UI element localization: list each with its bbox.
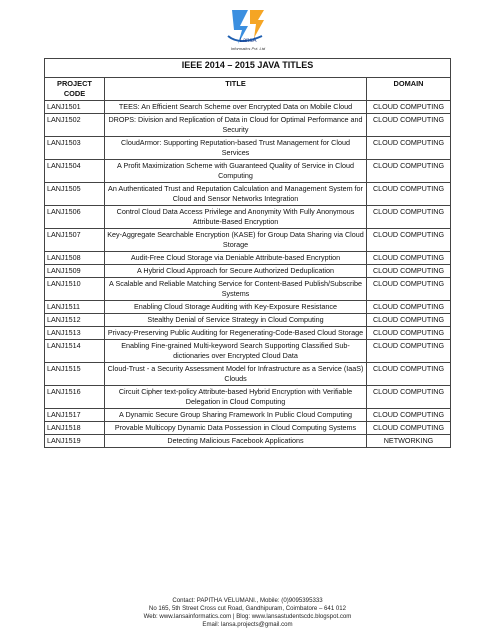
header-code-line2: CODE [63, 89, 86, 98]
domain-cell: CLOUD COMPUTING [367, 340, 451, 363]
table-row [45, 252, 451, 265]
table-row [45, 435, 451, 448]
title-cell: Circuit Cipher text-policy Attribute-based Hybrid Encryption with Verifiable Delegation in Cloud Computing [105, 386, 367, 409]
project-code-cell: LANJ1516 [45, 386, 105, 409]
title-cell: TEES: An Efficient Search Scheme over Encrypted Data on Mobile Cloud [105, 101, 367, 114]
header-project-code [45, 78, 105, 101]
project-code-cell: LANJ1502 [45, 114, 105, 137]
project-code-cell: LANJ1517 [45, 409, 105, 422]
table-row [45, 422, 451, 435]
project-code-cell: LANJ1512 [45, 314, 105, 327]
domain-cell: CLOUD COMPUTING [367, 409, 451, 422]
domain-cell: CLOUD COMPUTING [367, 252, 451, 265]
logo-name: LansA [239, 38, 257, 44]
logo-tagline: Informatics Pvt. Ltd [230, 46, 266, 51]
project-code-cell: LANJ1501 [45, 101, 105, 114]
title-cell: Stealthy Denial of Service Strategy in Cloud Computing [105, 314, 367, 327]
table-row [45, 363, 451, 386]
project-code-cell: LANJ1515 [45, 363, 105, 386]
titles-table [44, 58, 451, 448]
domain-cell: CLOUD COMPUTING [367, 301, 451, 314]
title-cell: A Scalable and Reliable Matching Service for Content-Based Publish/Subscribe Systems [105, 278, 367, 301]
domain-cell: CLOUD COMPUTING [367, 327, 451, 340]
project-code-cell: LANJ1519 [45, 435, 105, 448]
project-code-cell: LANJ1503 [45, 137, 105, 160]
title-cell: Audit-Free Cloud Storage via Deniable Attribute-based Encryption [105, 252, 367, 265]
project-code-cell: LANJ1509 [45, 265, 105, 278]
project-code-cell: LANJ1506 [45, 206, 105, 229]
title-cell: Cloud-Trust - a Security Assessment Model for Infrastructure as a Service (IaaS) Clouds [105, 363, 367, 386]
table-row [45, 206, 451, 229]
domain-cell: CLOUD COMPUTING [367, 160, 451, 183]
domain-cell: CLOUD COMPUTING [367, 114, 451, 137]
table-row [45, 160, 451, 183]
title-cell: Provable Multicopy Dynamic Data Possession in Cloud Computing Systems [105, 422, 367, 435]
title-cell: A Hybrid Cloud Approach for Secure Authorized Deduplication [105, 265, 367, 278]
domain-cell: CLOUD COMPUTING [367, 229, 451, 252]
title-cell: A Profit Maximization Scheme with Guaranteed Quality of Service in Cloud Computing [105, 160, 367, 183]
table-row [45, 278, 451, 301]
project-code-cell: LANJ1507 [45, 229, 105, 252]
domain-cell: CLOUD COMPUTING [367, 386, 451, 409]
title-cell: Control Cloud Data Access Privilege and Anonymity With Fully Anonymous Attribute-Based Encryption [105, 206, 367, 229]
project-code-cell: LANJ1508 [45, 252, 105, 265]
title-cell: Enabling Fine-grained Multi-keyword Search Supporting Classified Sub-dictionaries over Encrypted Cloud Data [105, 340, 367, 363]
table-row [45, 327, 451, 340]
project-code-cell: LANJ1513 [45, 327, 105, 340]
footer-contact-line: Contact: PAPITHA VELUMANI., Mobile: (0)9095395333 [172, 597, 323, 604]
header-title: TITLE [105, 78, 367, 101]
table-row [45, 137, 451, 160]
footer-web-line: Web: www.lansainformatics.com | Blog: www.lansastudentscdc.blogspot.com [143, 613, 352, 620]
title-cell: CloudArmor: Supporting Reputation-based Trust Management for Cloud Services [105, 137, 367, 160]
footer-email-line: Email: lansa.projects@gmail.com [202, 621, 293, 628]
title-cell: Enabling Cloud Storage Auditing with Key-Exposure Resistance [105, 301, 367, 314]
footer-address-line: No 165, 5th Street Cross cut Road, Gandhipuram, Coimbatore – 641 012 [148, 605, 347, 612]
title-cell: Privacy-Preserving Public Auditing for Regenerating-Code-Based Cloud Storage [105, 327, 367, 340]
domain-cell: CLOUD COMPUTING [367, 363, 451, 386]
table-row [45, 101, 451, 114]
project-code-cell: LANJ1505 [45, 183, 105, 206]
domain-cell: CLOUD COMPUTING [367, 101, 451, 114]
domain-cell: CLOUD COMPUTING [367, 278, 451, 301]
table-row [45, 386, 451, 409]
table-row [45, 229, 451, 252]
domain-cell: CLOUD COMPUTING [367, 183, 451, 206]
table-row [45, 114, 451, 137]
table-row [45, 183, 451, 206]
domain-cell: NETWORKING [367, 435, 451, 448]
project-code-cell: LANJ1510 [45, 278, 105, 301]
table-row [45, 265, 451, 278]
domain-cell: CLOUD COMPUTING [367, 265, 451, 278]
project-code-cell: LANJ1504 [45, 160, 105, 183]
domain-cell: CLOUD COMPUTING [367, 206, 451, 229]
title-cell: A Dynamic Secure Group Sharing Framework In Public Cloud Computing [105, 409, 367, 422]
title-cell: An Authenticated Trust and Reputation Calculation and Management System for Cloud and Sensor Networks Integration [105, 183, 367, 206]
project-code-cell: LANJ1511 [45, 301, 105, 314]
project-code-cell: LANJ1518 [45, 422, 105, 435]
table-row [45, 409, 451, 422]
project-code-cell: LANJ1514 [45, 340, 105, 363]
table-row [45, 314, 451, 327]
table-row [45, 301, 451, 314]
header-domain: DOMAIN [367, 78, 451, 101]
title-cell: Key-Aggregate Searchable Encryption (KASE) for Group Data Sharing via Cloud Storage [105, 229, 367, 252]
footer-contact [0, 597, 495, 629]
domain-cell: CLOUD COMPUTING [367, 137, 451, 160]
domain-cell: CLOUD COMPUTING [367, 422, 451, 435]
logo-text [208, 38, 288, 52]
domain-cell: CLOUD COMPUTING [367, 314, 451, 327]
table-row [45, 340, 451, 363]
header-code-line1: PROJECT [57, 79, 92, 88]
title-cell: DROPS: Division and Replication of Data in Cloud for Optimal Performance and Security [105, 114, 367, 137]
title-cell: Detecting Malicious Facebook Applications [105, 435, 367, 448]
table-caption: IEEE 2014 – 2015 JAVA TITLES [45, 59, 451, 78]
